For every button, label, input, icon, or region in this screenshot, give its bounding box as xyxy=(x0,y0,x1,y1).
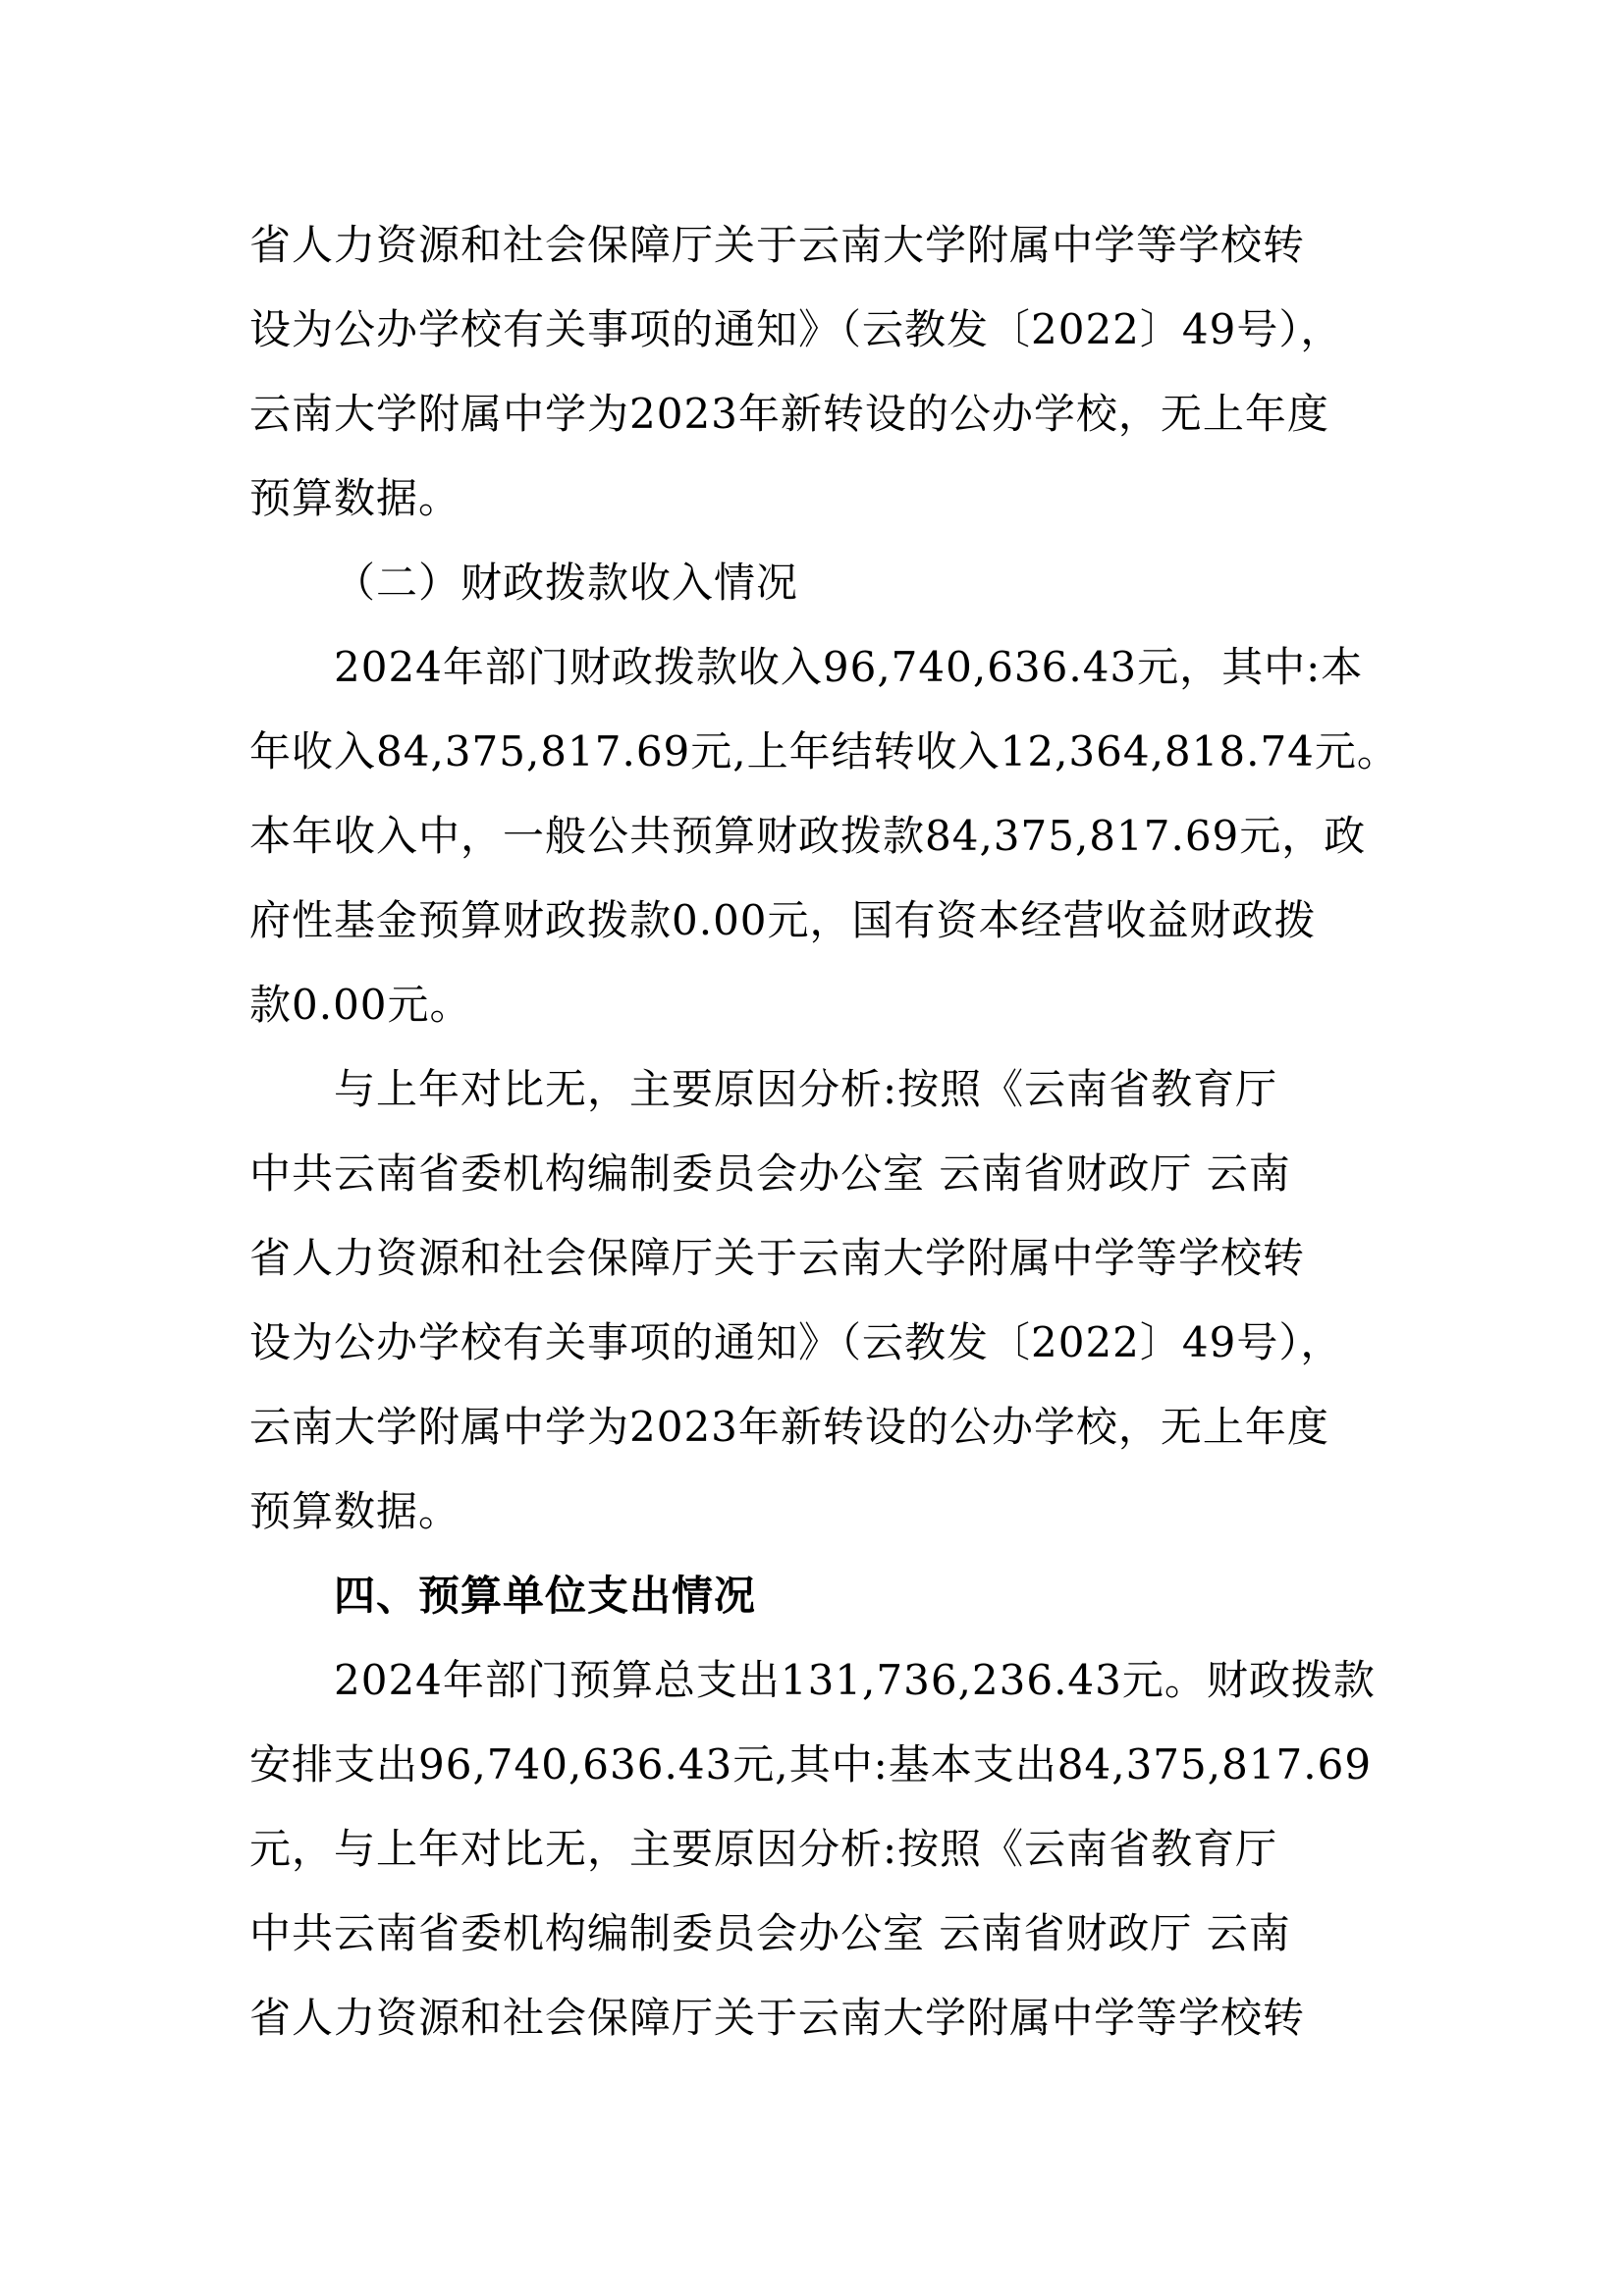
paragraph-line: 中共云南省委机构编制委员会办公室 云南省财政厅 云南 xyxy=(249,1149,1291,1198)
section-subheading: （二）财政拨款收入情况 xyxy=(334,559,799,607)
paragraph-line: 2024年部门财政拨款收入96,740,636.43元，其中:本 xyxy=(334,643,1364,691)
paragraph-line: 款0.00元。 xyxy=(249,981,472,1029)
paragraph-line: 省人力资源和社会保障厅关于云南大学附属中学等学校转 xyxy=(249,221,1306,269)
section-heading: 四、预算单位支出情况 xyxy=(334,1572,757,1620)
paragraph-line: 设为公办学校有关事项的通知》（云教发〔2022〕49号）， xyxy=(249,305,1343,353)
paragraph-line: 本年收入中，一般公共预算财政拨款84,375,817.69元，政 xyxy=(249,812,1367,860)
paragraph-line: 年收入84,375,817.69元,上年结转收入12,364,818.74元。 xyxy=(249,727,1399,775)
paragraph-line: 省人力资源和社会保障厅关于云南大学附属中学等学校转 xyxy=(249,1234,1306,1282)
paragraph-line: 2024年部门预算总支出131,736,236.43元。财政拨款 xyxy=(334,1656,1376,1704)
paragraph-line: 元，与上年对比无，主要原因分析:按照《云南省教育厅 xyxy=(249,1825,1278,1873)
paragraph-line: 设为公办学校有关事项的通知》（云教发〔2022〕49号）， xyxy=(249,1318,1343,1366)
paragraph-line: 安排支出96,740,636.43元,其中:基本支出84,375,817.69 xyxy=(249,1740,1373,1789)
paragraph-line: 府性基金预算财政拨款0.00元，国有资本经营收益财政拨 xyxy=(249,896,1317,944)
paragraph-line: 预算数据。 xyxy=(249,1487,461,1535)
paragraph-line: 云南大学附属中学为2023年新转设的公办学校，无上年度 xyxy=(249,390,1329,438)
paragraph-line: 中共云南省委机构编制委员会办公室 云南省财政厅 云南 xyxy=(249,1909,1291,1957)
paragraph-line: 预算数据。 xyxy=(249,474,461,522)
paragraph-line: 与上年对比无，主要原因分析:按照《云南省教育厅 xyxy=(334,1065,1278,1113)
paragraph-line: 省人力资源和社会保障厅关于云南大学附属中学等学校转 xyxy=(249,1994,1306,2042)
paragraph-line: 云南大学附属中学为2023年新转设的公办学校，无上年度 xyxy=(249,1403,1329,1451)
